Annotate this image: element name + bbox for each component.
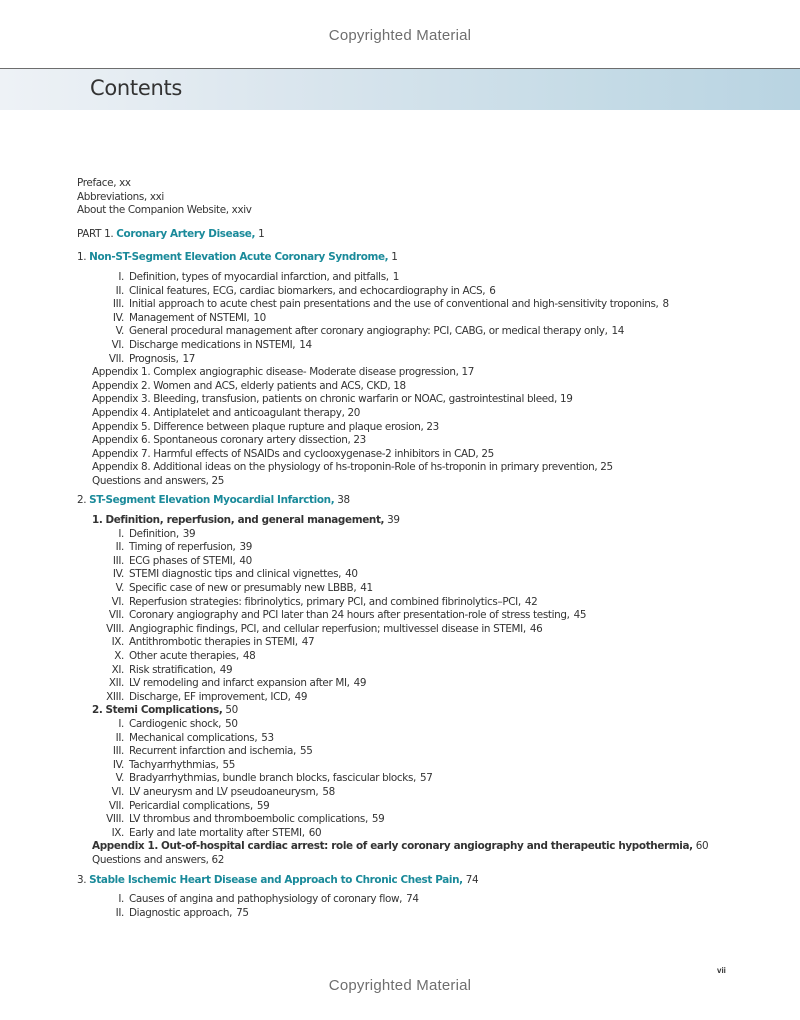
section-entry[interactable] (77, 893, 777, 907)
section-title: Early and late mortality after STEMI, (129, 826, 305, 839)
chapter-3-sections (77, 893, 777, 920)
section-title: Prognosis, (129, 352, 179, 365)
appendix-entry[interactable] (92, 434, 777, 448)
subpart-heading-2[interactable] (77, 704, 777, 718)
front-matter (77, 177, 777, 218)
section-page: 47 (301, 636, 315, 649)
section-number: I. (118, 717, 124, 730)
section-title: Angiographic findings, PCI, and cellular reperfusion; multivessel disease in STEMI, (129, 622, 526, 635)
section-title: Cardiogenic shock, (129, 717, 222, 730)
appendix-entry[interactable] (92, 421, 777, 435)
section-entry[interactable] (77, 677, 777, 691)
section-number: V. (115, 582, 124, 595)
section-number: VIII. (106, 622, 124, 635)
section-entry[interactable] (77, 528, 777, 542)
chapter-number: 1. (77, 251, 87, 264)
section-title: LV aneurysm and LV pseudoaneurysm, (129, 785, 319, 798)
subpart-title[interactable]: Definition, reperfusion, and general management, (105, 514, 385, 527)
section-entry[interactable] (77, 745, 777, 759)
chapter-title[interactable]: Stable Ischemic Heart Disease and Approach to Chronic Chest Pain, (89, 873, 463, 886)
section-page: 60 (308, 826, 322, 839)
section-entry[interactable] (77, 650, 777, 664)
section-page: 75 (236, 906, 249, 919)
appendix-entry[interactable] (77, 840, 777, 854)
section-page: 55 (222, 758, 236, 771)
part-title[interactable]: Coronary Artery Disease, (116, 227, 256, 240)
section-entry[interactable] (77, 718, 777, 732)
section-page: 55 (300, 745, 313, 758)
qa-page: 62 (211, 853, 225, 866)
section-page: 49 (353, 677, 367, 690)
section-title: LV remodeling and infarct expansion after MI, (129, 677, 350, 690)
chapter-2-part-1-sections (77, 528, 777, 705)
section-title: Reperfusion strategies: fibrinolytics, primary PCI, and combined fibrinolytics–PCI, (129, 595, 521, 608)
section-page: 41 (360, 582, 373, 595)
section-title: Definition, (129, 527, 179, 540)
subpart-heading-1[interactable] (77, 514, 777, 528)
section-page: 10 (253, 311, 266, 324)
section-number: I. (118, 270, 124, 283)
section-number: II. (115, 284, 124, 297)
section-number: III. (112, 554, 124, 567)
section-number: IV. (112, 568, 124, 581)
appendix-page: 23 (353, 434, 366, 447)
appendix-entry[interactable] (92, 366, 777, 380)
section-entry[interactable] (77, 609, 777, 623)
section-entry[interactable] (77, 555, 777, 569)
section-title: Bradyarrhythmias, bundle branch blocks, fascicular blocks, (129, 772, 416, 785)
entry-page: xxiv (231, 204, 252, 217)
chapter-page: 74 (465, 873, 479, 886)
section-number: XI. (111, 663, 124, 676)
section-title: Risk stratification, (129, 663, 216, 676)
section-page: 17 (182, 352, 196, 365)
section-page: 42 (524, 595, 538, 608)
appendix-page: 18 (393, 379, 406, 392)
section-number: IV. (112, 758, 124, 771)
chapter-1-appendices (77, 366, 777, 475)
appendix-title: Antiplatelet and anticoagulant therapy, (153, 406, 345, 419)
section-title: Other acute therapies, (129, 650, 239, 662)
section-title: Antithrombotic therapies in STEMI, (129, 636, 298, 649)
section-page: 45 (573, 609, 587, 622)
section-number: IV. (112, 311, 124, 324)
section-page: 50 (225, 717, 238, 730)
section-page: 49 (294, 690, 308, 703)
section-entry[interactable] (77, 772, 777, 786)
section-page: 14 (299, 338, 312, 351)
section-entry[interactable] (77, 907, 777, 921)
section-page: 46 (529, 622, 543, 635)
section-title: Tachyarrhythmias, (129, 758, 219, 771)
part-heading[interactable] (77, 228, 777, 242)
section-title: LV thrombus and thromboembolic complications, (129, 813, 368, 826)
section-number: IX. (111, 636, 124, 649)
entry-page: xxi (149, 190, 164, 203)
copyright-watermark-bottom: Copyrighted Material (328, 977, 472, 994)
subpart-number: 2. (92, 704, 103, 717)
section-page: 74 (406, 893, 419, 906)
appendix-page: 19 (559, 393, 573, 406)
section-number: VI. (111, 595, 124, 608)
part-page: 1 (258, 227, 265, 240)
section-title: Timing of reperfusion, (129, 541, 236, 554)
appendix-label: Appendix 2. (92, 379, 151, 392)
section-number: VII. (108, 352, 124, 365)
section-page: 8 (662, 298, 669, 311)
section-entry[interactable] (77, 325, 777, 339)
subpart-title[interactable]: Stemi Complications, (105, 704, 223, 717)
table-of-contents (77, 177, 777, 920)
section-number: I. (118, 893, 124, 906)
entry-title: About the Companion Website, (77, 204, 229, 217)
section-entry[interactable] (77, 339, 777, 353)
appendix-title: Women and ACS, elderly patients and ACS, CKD, (153, 379, 391, 392)
section-title: Discharge, EF improvement, ICD, (129, 690, 291, 703)
section-number: XIII. (106, 690, 124, 703)
appendix-entry[interactable] (92, 393, 777, 407)
section-number: X. (114, 650, 124, 662)
section-number: V. (115, 325, 124, 338)
section-entry[interactable] (77, 786, 777, 800)
section-number: XII. (108, 677, 124, 690)
section-title: ECG phases of STEMI, (129, 554, 236, 567)
section-page: 49 (219, 663, 233, 676)
questions-and-answers[interactable] (77, 475, 777, 489)
appendix-label: Appendix 1. (92, 840, 159, 853)
appendix-title: Spontaneous coronary artery dissection, (153, 434, 351, 447)
appendix-title: Additional ideas on the physiology of hs-troponin-Role of hs-troponin in primary prevention, (153, 461, 598, 474)
entry-title: Abbreviations, (77, 190, 147, 203)
section-title: Causes of angina and pathophysiology of coronary flow, (129, 893, 403, 906)
section-number: I. (118, 527, 124, 540)
section-number: II. (115, 731, 124, 744)
section-entry[interactable] (77, 596, 777, 610)
section-number: VII. (108, 609, 124, 622)
section-entry[interactable] (77, 813, 777, 827)
entry-title: Preface, (77, 177, 117, 189)
section-number: IX. (111, 826, 124, 839)
section-page: 58 (322, 785, 335, 798)
appendix-label: Appendix 6. (92, 434, 151, 447)
section-page: 59 (371, 813, 385, 826)
appendix-title: Complex angiographic disease- Moderate disease progression, (153, 366, 459, 379)
section-number: VIII. (106, 813, 124, 826)
appendix-page: 23 (426, 420, 439, 433)
section-entry[interactable] (77, 827, 777, 841)
appendix-title: Out-of-hospital cardiac arrest: role of early coronary angiography and therapeutic hypothermia, (160, 840, 693, 853)
appendix-page: 20 (347, 406, 361, 419)
front-matter-entry[interactable] (77, 204, 777, 218)
section-number: III. (112, 745, 124, 758)
appendix-label: Appendix 4. (92, 406, 151, 419)
page-number: vii (717, 966, 726, 975)
section-title: General procedural management after coronary angiography: PCI, CABG, or medical therapy only, (129, 325, 608, 338)
subpart-page: 39 (387, 514, 400, 527)
appendix-label: Appendix 7. (92, 447, 151, 460)
section-page: 48 (242, 650, 256, 662)
section-entry[interactable] (77, 271, 777, 285)
section-entry[interactable] (77, 582, 777, 596)
appendix-page: 60 (695, 840, 709, 853)
section-number: II. (115, 541, 124, 554)
chapter-page: 38 (337, 494, 350, 507)
section-entry[interactable] (77, 623, 777, 637)
chapter-heading-2[interactable] (77, 494, 777, 508)
section-title: Definition, types of myocardial infarction, and pitfalls, (129, 270, 389, 283)
appendix-page: 17 (461, 366, 475, 379)
section-page: 40 (239, 554, 252, 567)
section-number: VII. (108, 799, 124, 812)
section-entry[interactable] (77, 285, 777, 299)
questions-and-answers[interactable] (77, 854, 777, 868)
appendix-title: Bleeding, transfusion, patients on chronic warfarin or NOAC, gastrointestinal bleed, (153, 393, 558, 406)
chapter-heading-3[interactable] (77, 874, 777, 888)
subpart-number: 1. (92, 514, 103, 527)
section-page: 1 (392, 270, 400, 283)
appendix-title: Harmful effects of NSAIDs and cyclooxygenase-2 inhibitors in CAD, (153, 447, 479, 460)
appendix-page: 25 (481, 447, 494, 460)
chapter-page: 1 (391, 251, 398, 264)
section-page: 6 (489, 284, 496, 297)
qa-page: 25 (211, 474, 225, 487)
section-title: Specific case of new or presumably new LBBB, (129, 582, 357, 595)
chapter-number: 2. (77, 494, 87, 507)
section-number: III. (112, 298, 124, 311)
section-title: Initial approach to acute chest pain presentations and the use of conventional and high-sensitivity troponins, (129, 298, 659, 311)
section-entry[interactable] (77, 691, 777, 705)
appendix-entry[interactable] (92, 448, 777, 462)
section-number: VI. (111, 785, 124, 798)
section-title: Discharge medications in NSTEMI, (129, 338, 296, 351)
appendix-title: Difference between plaque rupture and plaque erosion, (153, 420, 424, 433)
appendix-label: Appendix 3. (92, 393, 151, 406)
section-title: Pericardial complications, (129, 799, 253, 812)
section-page: 59 (256, 799, 270, 812)
qa-title: Questions and answers, (92, 474, 209, 487)
section-title: Mechanical complications, (129, 731, 258, 744)
appendix-page: 25 (600, 461, 613, 474)
appendix-label: Appendix 8. (92, 461, 151, 474)
section-entry[interactable] (77, 312, 777, 326)
part-label: PART 1. (77, 227, 114, 240)
section-entry[interactable] (77, 732, 777, 746)
entry-page: xx (119, 177, 131, 189)
section-page: 40 (345, 568, 358, 581)
appendix-entry[interactable] (92, 380, 777, 394)
section-title: Coronary angiography and PCI later than 24 hours after presentation-role of stress testing, (129, 609, 570, 622)
chapter-title[interactable]: ST-Segment Elevation Myocardial Infarction, (89, 494, 335, 507)
section-title: Management of NSTEMI, (129, 311, 250, 324)
appendix-entry[interactable] (92, 407, 777, 421)
section-entry[interactable] (77, 800, 777, 814)
section-page: 39 (182, 527, 196, 540)
section-number: II. (115, 906, 124, 919)
section-entry[interactable] (77, 568, 777, 582)
chapter-1-sections (77, 271, 777, 366)
chapter-title[interactable]: Non-ST-Segment Elevation Acute Coronary Syndrome, (89, 251, 389, 264)
section-entry[interactable] (77, 353, 777, 367)
front-matter-entry[interactable] (77, 177, 777, 191)
appendix-label: Appendix 1. (92, 366, 151, 379)
section-page: 53 (261, 731, 274, 744)
section-entry[interactable] (77, 664, 777, 678)
section-entry[interactable] (77, 759, 777, 773)
subpart-page: 50 (225, 704, 238, 717)
chapter-heading-1[interactable] (77, 251, 777, 265)
chapter-number: 3. (77, 873, 87, 886)
qa-title: Questions and answers, (92, 853, 209, 866)
section-entry[interactable] (77, 636, 777, 650)
appendix-label: Appendix 5. (92, 420, 151, 433)
section-title: Clinical features, ECG, cardiac biomarkers, and echocardiography in ACS, (129, 284, 486, 297)
section-entry[interactable] (77, 298, 777, 312)
section-number: VI. (111, 338, 124, 351)
section-title: Recurrent infarction and ischemia, (129, 745, 297, 758)
section-number: V. (115, 772, 124, 785)
section-title: STEMI diagnostic tips and clinical vignettes, (129, 568, 342, 581)
section-page: 39 (239, 541, 253, 554)
chapter-2-part-2-sections (77, 718, 777, 840)
section-page: 14 (611, 325, 625, 338)
section-page: 57 (419, 772, 433, 785)
contents-header-band (0, 68, 800, 110)
front-matter-entry[interactable] (77, 191, 777, 205)
page-title: Contents (90, 76, 183, 100)
section-title: Diagnostic approach, (129, 906, 233, 919)
section-entry[interactable] (77, 541, 777, 555)
appendix-entry[interactable] (92, 461, 777, 475)
copyright-watermark-top: Copyrighted Material (328, 27, 472, 44)
